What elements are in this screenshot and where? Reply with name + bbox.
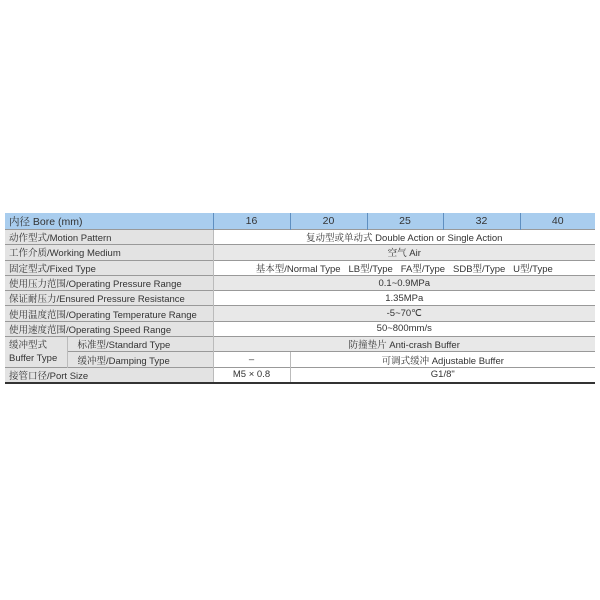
table-row	[5, 245, 595, 260]
standard-label: 标准型/Standard Type	[67, 337, 213, 352]
ensured-value: 1.35MPa	[213, 291, 595, 306]
damping-value-16: –	[213, 352, 290, 367]
speed-label: 使用速度范围/Operating Speed Range	[5, 321, 213, 336]
standard-value: 防撞垫片 Anti-crash Buffer	[213, 337, 595, 352]
spec-table	[5, 213, 595, 384]
bore-16: 16	[213, 213, 290, 230]
buffer-label-en: Buffer Type	[9, 352, 58, 364]
table-row	[5, 260, 595, 275]
medium-value: 空气 Air	[213, 245, 595, 260]
header-row	[5, 213, 595, 230]
bore-25: 25	[367, 213, 443, 230]
table-row	[5, 337, 595, 352]
fixed-value: 基本型/Normal Type LB型/Type FA型/Type SDB型/Type U型/Type	[213, 260, 595, 275]
bore-32: 32	[443, 213, 520, 230]
ensured-label: 保证耐压力/Ensured Pressure Resistance	[5, 291, 213, 306]
temperature-value: -5~70℃	[213, 306, 595, 321]
medium-label: 工作介质/Working Medium	[5, 245, 213, 260]
table-row	[5, 306, 595, 321]
pressure-label: 使用压力范围/Operating Pressure Range	[5, 275, 213, 290]
port-value-16: M5 × 0.8	[213, 367, 290, 383]
fixed-label: 固定型式/Fixed Type	[5, 260, 213, 275]
table-row	[5, 321, 595, 336]
bore-label: 内径 Bore (mm)	[5, 213, 213, 230]
motion-label: 动作型式/Motion Pattern	[5, 230, 213, 245]
table-row	[5, 291, 595, 306]
port-value: G1/8"	[290, 367, 595, 383]
buffer-label-cn: 缓冲型式	[9, 339, 48, 351]
bore-40: 40	[520, 213, 595, 230]
damping-label: 缓冲型/Damping Type	[67, 352, 213, 367]
port-label: 接管口径/Port Size	[5, 367, 213, 383]
motion-value: 复动型或单动式 Double Action or Single Action	[213, 230, 595, 245]
speed-value: 50~800mm/s	[213, 321, 595, 336]
table-row	[5, 352, 595, 367]
temperature-label: 使用温度范围/Operating Temperature Range	[5, 306, 213, 321]
bore-20: 20	[290, 213, 367, 230]
buffer-label	[5, 337, 67, 368]
table-row	[5, 275, 595, 290]
table-row	[5, 367, 595, 383]
table-row	[5, 230, 595, 245]
pressure-value: 0.1~0.9MPa	[213, 275, 595, 290]
damping-value: 可调式缓冲 Adjustable Buffer	[290, 352, 595, 367]
